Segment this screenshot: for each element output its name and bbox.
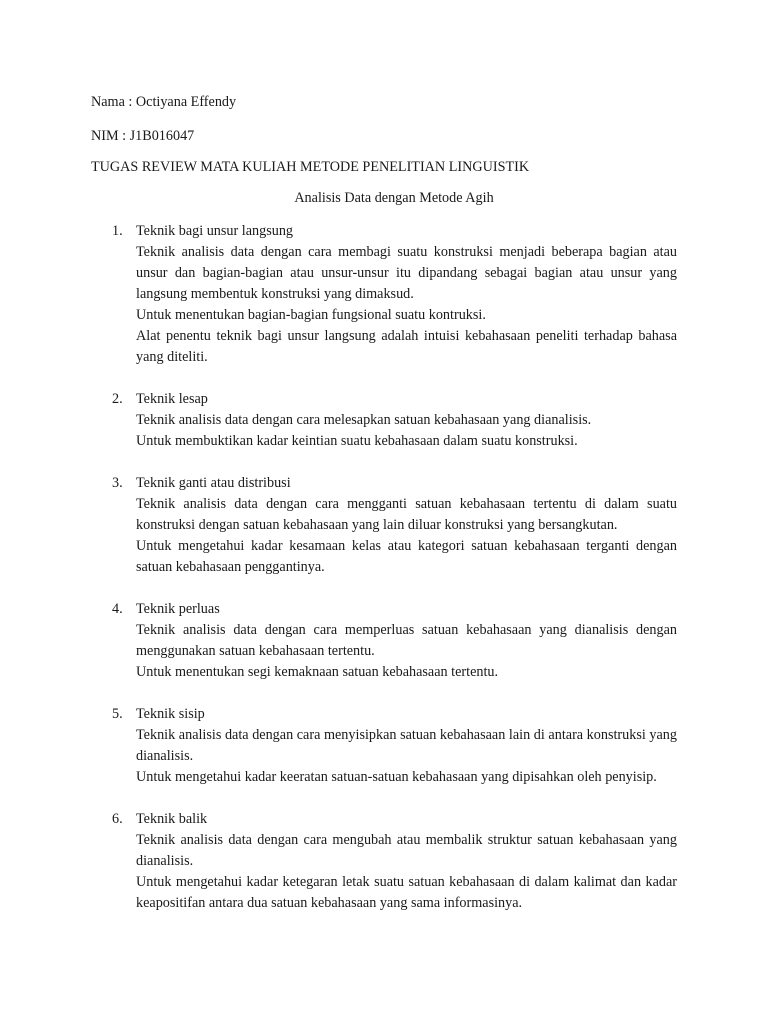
list-item xyxy=(0,809,768,914)
document-subtitle: Analisis Data dengan Metode Agih xyxy=(294,190,494,206)
item-title: Teknik lesap xyxy=(136,391,208,407)
item-paragraph: Teknik analisis data dengan cara menyisipkan satuan kebahasaan lain di antara konstruksi yang dianalisis. xyxy=(136,727,677,764)
student-name: Nama : Octiyana Effendy xyxy=(91,94,237,110)
item-number: 2. xyxy=(112,391,123,407)
item-paragraph: Teknik analisis data dengan cara mengubah atau membalik struktur satuan kebahasaan yang dianalisis. xyxy=(136,832,677,869)
item-number: 3. xyxy=(112,475,123,491)
item-paragraph: Teknik analisis data dengan cara memperluas satuan kebahasaan yang dianalisis dengan menggunakan satuan kebahasaan tertentu. xyxy=(136,622,677,659)
item-paragraph: Untuk membuktikan kadar keintian suatu kebahasaan dalam suatu konstruksi. xyxy=(136,433,578,449)
item-paragraph: Untuk mengetahui kadar ketegaran letak suatu satuan kebahasaan di dalam kalimat dan kadar keapositifan antara dua satuan kebahasaan yang sama informasinya. xyxy=(136,874,677,911)
item-paragraph: Teknik analisis data dengan cara melesapkan satuan kebahasaan yang dianalisis. xyxy=(136,412,592,428)
item-number: 4. xyxy=(112,601,123,617)
item-paragraph: Alat penentu teknik bagi unsur langsung adalah intuisi kebahasaan peneliti terhadap bahasa yang diteliti. xyxy=(136,328,677,365)
assignment-title: TUGAS REVIEW MATA KULIAH METODE PENELITIAN LINGUISTIK xyxy=(91,159,530,175)
item-paragraph: Untuk mengetahui kadar kesamaan kelas atau kategori satuan kebahasaan terganti dengan satuan kebahasaan penggantinya. xyxy=(136,538,677,575)
list-item xyxy=(0,389,768,452)
item-number: 5. xyxy=(112,706,123,722)
list-item xyxy=(0,599,768,683)
item-paragraph: Untuk mengetahui kadar keeratan satuan-satuan kebahasaan yang dipisahkan oleh penyisip. xyxy=(136,769,657,785)
item-title: Teknik sisip xyxy=(136,706,205,722)
item-number: 1. xyxy=(112,223,123,239)
item-title: Teknik perluas xyxy=(136,601,220,617)
item-title: Teknik bagi unsur langsung xyxy=(136,223,294,239)
item-title: Teknik balik xyxy=(136,811,208,827)
student-id: NIM : J1B016047 xyxy=(91,128,195,144)
list-item xyxy=(0,221,768,368)
list-item xyxy=(0,704,768,788)
item-paragraph: Untuk menentukan segi kemaknaan satuan kebahasaan tertentu. xyxy=(136,664,499,680)
technique-list xyxy=(0,221,768,935)
item-paragraph: Teknik analisis data dengan cara membagi suatu konstruksi menjadi beberapa bagian atau unsur dan bagian-bagian atau unsur-unsur itu dipandang sebagai bagian atau unsur yang langsung membentuk konstruksi yang dimaksud. xyxy=(136,244,677,302)
item-title: Teknik ganti atau distribusi xyxy=(136,475,291,491)
item-number: 6. xyxy=(112,811,123,827)
item-paragraph: Teknik analisis data dengan cara mengganti satuan kebahasaan tertentu di dalam suatu konstruksi dengan satuan kebahasaan yang lain diluar konstruksi yang bersangkutan. xyxy=(136,496,677,533)
list-item xyxy=(0,473,768,578)
item-paragraph: Untuk menentukan bagian-bagian fungsional suatu kontruksi. xyxy=(136,307,486,323)
